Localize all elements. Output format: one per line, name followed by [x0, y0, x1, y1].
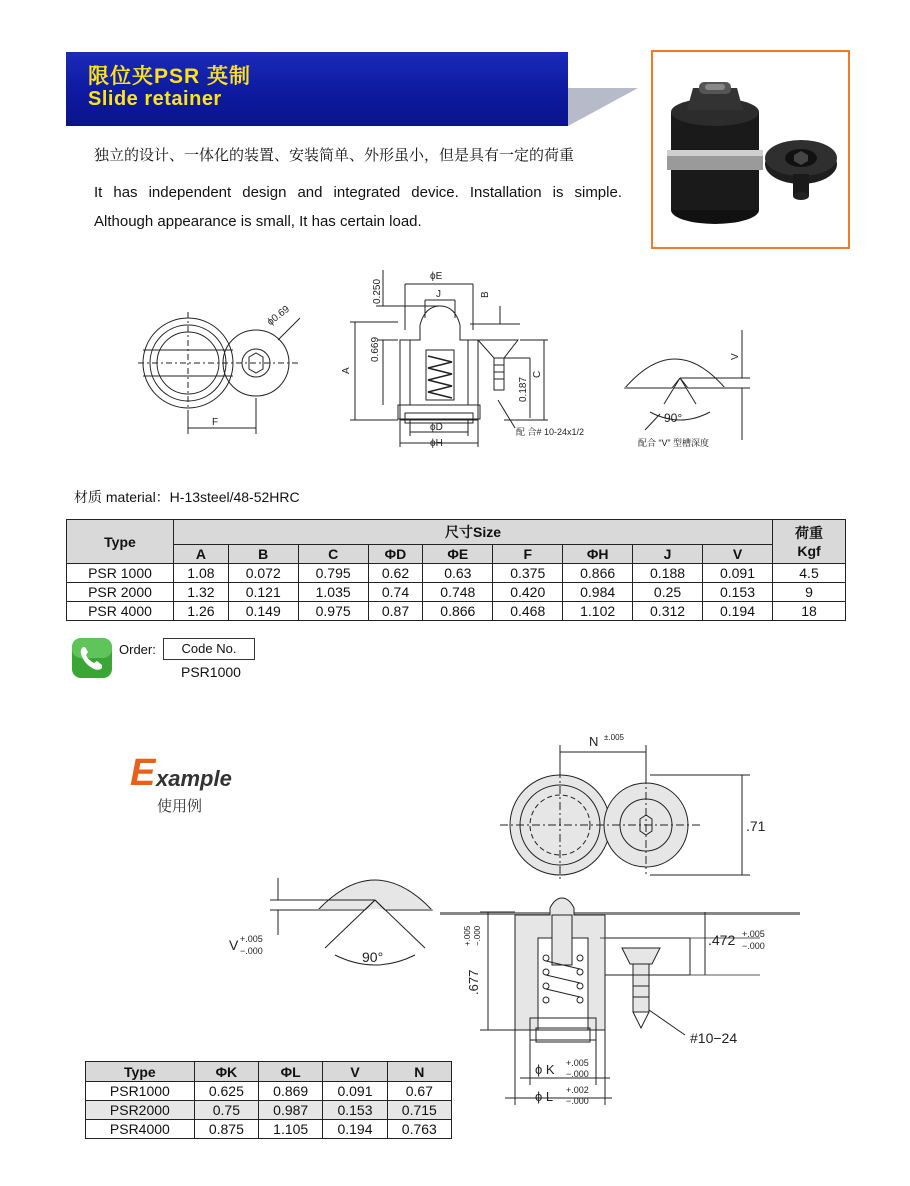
value-cell: 0.194 — [703, 602, 773, 621]
dim-v2-tol-dn: −.000 — [240, 946, 263, 956]
dim-k-tol-up: +.005 — [566, 1058, 589, 1068]
value-cell: 0.312 — [633, 602, 703, 621]
dim-677-tol-up: +.005 — [463, 925, 472, 946]
example-col-header-4: N — [387, 1062, 451, 1082]
spec-table — [66, 519, 846, 621]
dim-187: 0.187 — [518, 376, 529, 402]
col-header-7: J — [633, 545, 703, 564]
dim-h: ϕH — [430, 438, 443, 449]
value-cell: 0.63 — [423, 564, 493, 583]
product-photo — [651, 50, 850, 249]
dim-l-tol-up: +.002 — [566, 1085, 589, 1095]
thread-note: 配 合# 10-24x1/2 — [516, 427, 585, 437]
dim-472: .472 — [708, 932, 736, 948]
value-cell: 0.149 — [228, 602, 298, 621]
example-cell: 0.869 — [259, 1082, 323, 1101]
dim-069: ϕ0.69 — [265, 303, 292, 328]
dim-k: ϕ K — [535, 1062, 555, 1077]
dim-n-tol: ±.005 — [604, 733, 624, 742]
value-cell: 0.375 — [493, 564, 563, 583]
example-col-header-2: ΦL — [259, 1062, 323, 1082]
value-cell: 0.74 — [368, 583, 423, 602]
table-row — [67, 583, 846, 602]
dim-677: .677 — [466, 969, 481, 995]
example-cell: 0.194 — [323, 1120, 387, 1139]
example-cell: 0.715 — [387, 1101, 451, 1120]
dim-v: V — [730, 353, 741, 360]
value-cell: 1.32 — [174, 583, 229, 602]
example-cell: PSR4000 — [86, 1120, 195, 1139]
value-cell: 0.188 — [633, 564, 703, 583]
type-cell: PSR 4000 — [67, 602, 174, 621]
table-row — [86, 1082, 452, 1101]
col-header-8: V — [703, 545, 773, 564]
value-cell: 0.87 — [368, 602, 423, 621]
technical-drawing-top — [0, 250, 910, 480]
example-cell: 0.875 — [194, 1120, 258, 1139]
table-row — [86, 1101, 452, 1120]
col-header-3: ΦD — [368, 545, 423, 564]
load-cell: 4.5 — [773, 564, 846, 583]
value-cell: 0.153 — [703, 583, 773, 602]
example-title-cn: 使用例 — [157, 798, 203, 815]
col-header-5: F — [493, 545, 563, 564]
col-size-header: 尺寸Size — [174, 520, 773, 545]
value-cell: 0.420 — [493, 583, 563, 602]
dim-k-tol-dn: −.000 — [566, 1069, 589, 1079]
value-cell: 0.62 — [368, 564, 423, 583]
value-cell: 0.748 — [423, 583, 493, 602]
groove-note: 配合 “V” 型槽深度 — [638, 438, 709, 448]
angle-90: 90° — [664, 411, 683, 425]
col-header-0: A — [174, 545, 229, 564]
col-header-4: ΦE — [423, 545, 493, 564]
value-cell: 0.975 — [298, 602, 368, 621]
example-table — [85, 1061, 452, 1139]
intro-text-cn: 独立的设计、一体化的装置、安装简单、外形虽小，但是具有一定的荷重 — [94, 147, 575, 164]
value-cell: 1.08 — [174, 564, 229, 583]
col-header-1: B — [228, 545, 298, 564]
example-cell: 0.763 — [387, 1120, 451, 1139]
thread-callout: #10−24 — [690, 1030, 738, 1046]
value-cell: 1.102 — [563, 602, 633, 621]
material-text: 材质 material：H-13steel/48-52HRC — [74, 489, 300, 505]
dim-c: C — [532, 370, 543, 378]
value-cell: 0.866 — [563, 564, 633, 583]
product-photo-illustration — [653, 52, 848, 247]
phone-icon — [71, 637, 113, 679]
table-row — [67, 564, 846, 583]
dim-472-tol-dn: −.000 — [742, 941, 765, 951]
table-row — [67, 602, 846, 621]
example-title-initial: E — [130, 752, 156, 794]
example-cell: PSR1000 — [86, 1082, 195, 1101]
value-cell: 0.072 — [228, 564, 298, 583]
dim-a: A — [341, 367, 352, 374]
example-cell: 0.625 — [194, 1082, 258, 1101]
value-cell: 0.866 — [423, 602, 493, 621]
col-header-6: ΦH — [563, 545, 633, 564]
page-title-en: Slide retainer — [88, 88, 222, 110]
example-col-header-1: ΦK — [194, 1062, 258, 1082]
value-cell: 0.25 — [633, 583, 703, 602]
angle-90-example: 90° — [362, 949, 384, 965]
technical-drawing-example — [0, 728, 910, 1118]
load-header-cn: 荷重 — [795, 524, 823, 541]
value-cell: 0.795 — [298, 564, 368, 583]
dim-677-tol-dn: −.000 — [473, 925, 482, 946]
dim-v2-tol-up: +.005 — [240, 934, 263, 944]
dim-l: ϕ L — [535, 1089, 554, 1104]
dim-669: 0.669 — [370, 336, 381, 362]
value-cell: 0.121 — [228, 583, 298, 602]
col-load-header — [773, 520, 846, 564]
col-header-2: C — [298, 545, 368, 564]
example-cell: 0.67 — [387, 1082, 451, 1101]
load-cell: 9 — [773, 583, 846, 602]
value-cell: 0.091 — [703, 564, 773, 583]
dim-e: ϕE — [430, 271, 443, 282]
load-header-unit: Kgf — [797, 542, 821, 559]
type-cell: PSR 2000 — [67, 583, 174, 602]
load-cell: 18 — [773, 602, 846, 621]
intro-text-en: It has independent design and integrated device. Installation is simple. Although appearance is small, It has certain load. — [94, 184, 622, 230]
example-cell: 0.091 — [323, 1082, 387, 1101]
type-cell: PSR 1000 — [67, 564, 174, 583]
example-col-header-0: Type — [86, 1062, 195, 1082]
banner-tail — [568, 88, 638, 126]
col-type-header: Type — [67, 520, 174, 564]
dim-b: B — [480, 291, 491, 298]
dim-n: N — [589, 734, 599, 749]
dim-l-tol-dn: −.000 — [566, 1096, 589, 1106]
value-cell: 0.468 — [493, 602, 563, 621]
example-cell: 0.75 — [194, 1101, 258, 1120]
example-cell: PSR2000 — [86, 1101, 195, 1120]
example-col-header-3: V — [323, 1062, 387, 1082]
example-title-rest: xample — [156, 766, 232, 791]
example-cell: 0.153 — [323, 1101, 387, 1120]
page-title-cn: 限位夹PSR 英制 — [88, 65, 252, 88]
code-no-value: PSR1000 — [181, 664, 241, 680]
dim-71: .71 — [746, 818, 766, 834]
dim-d: ϕD — [430, 422, 443, 433]
dim-250: 0.250 — [372, 278, 383, 304]
dim-j: J — [436, 289, 441, 300]
value-cell: 1.26 — [174, 602, 229, 621]
value-cell: 1.035 — [298, 583, 368, 602]
table-row — [86, 1120, 452, 1139]
dim-f: F — [212, 417, 219, 428]
example-cell: 0.987 — [259, 1101, 323, 1120]
order-label: Order: — [119, 642, 156, 657]
code-no-header: Code No. — [163, 638, 255, 660]
dim-v2: V — [229, 937, 239, 953]
value-cell: 0.984 — [563, 583, 633, 602]
dim-472-tol-up: +.005 — [742, 929, 765, 939]
example-cell: 1.105 — [259, 1120, 323, 1139]
